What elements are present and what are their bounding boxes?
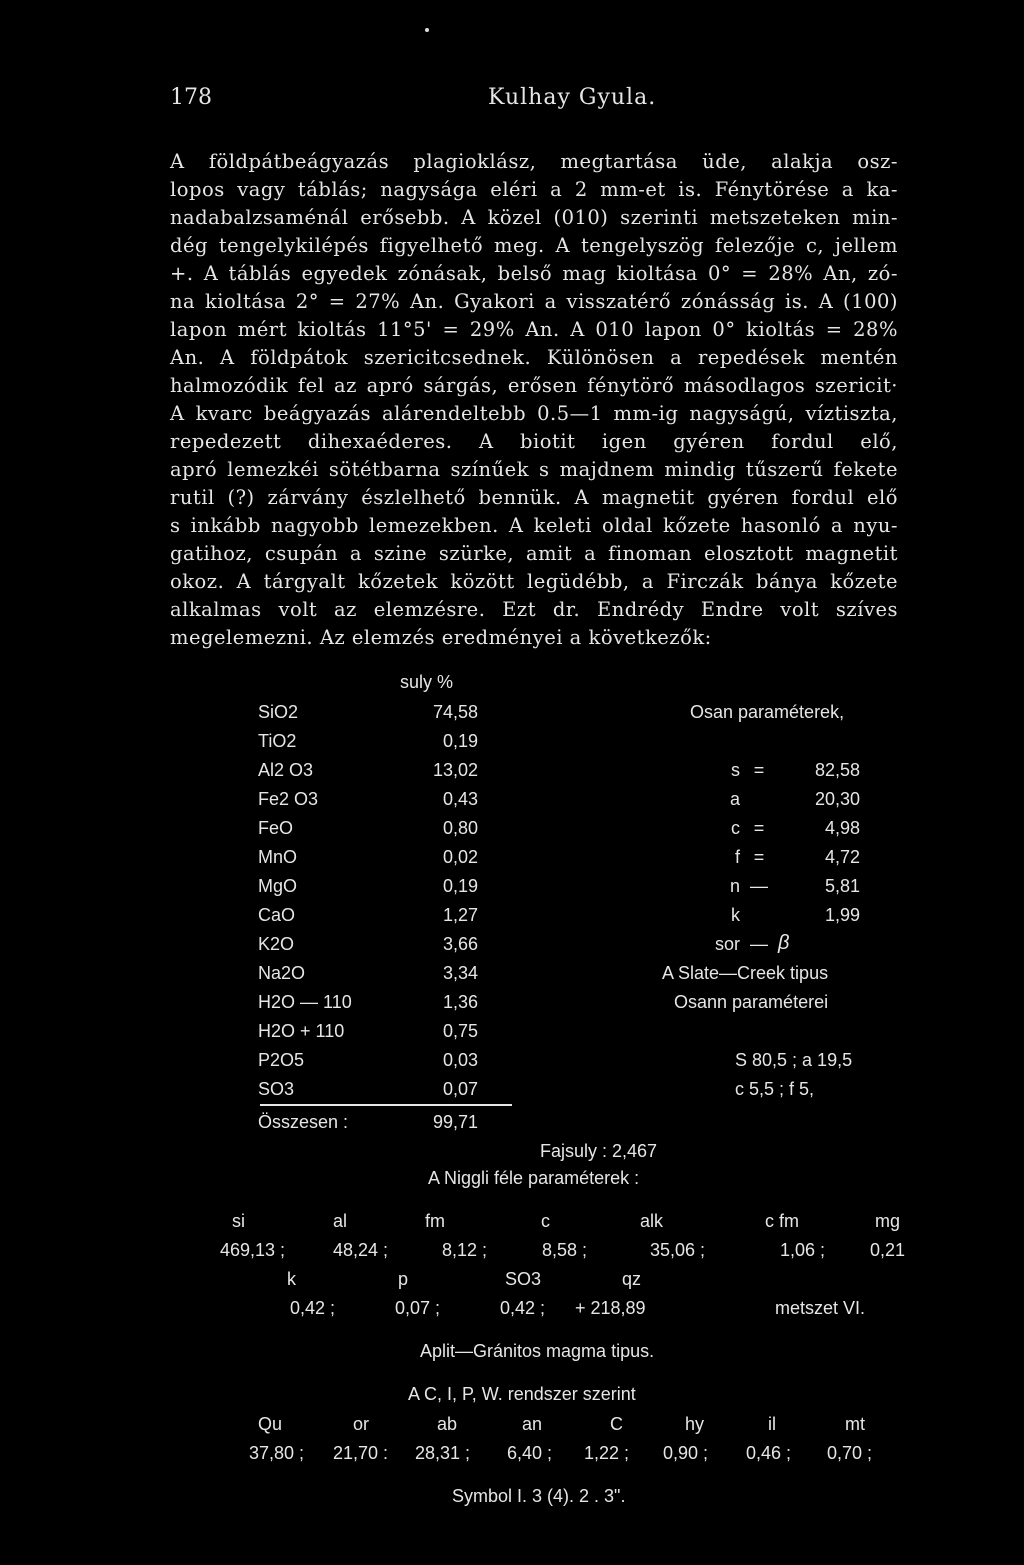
niggli-value: 35,06 ; xyxy=(649,1240,705,1260)
mineral-label: or xyxy=(353,1414,370,1434)
niggli-label: c xyxy=(541,1211,550,1231)
total-label: Összesen : xyxy=(258,1112,349,1132)
mineral-label: C xyxy=(610,1414,623,1434)
paragraph-line: repedezett dihexaéderes. A biotit igen gyéren fordul elő, xyxy=(170,430,898,453)
oxide-value: 0,43 xyxy=(442,789,478,809)
oxide-label: Na2O xyxy=(258,963,306,983)
oxide-label: SiO2 xyxy=(258,702,299,722)
paragraph-line: lapon mért kioltás 11°5' = 29% An. A 010 lapon 0° kioltás = 28% xyxy=(170,318,898,341)
paragraph-line: +. A táblás egyedek zónásak, belső mag kioltása 0° = 28% An, zó- xyxy=(170,262,898,285)
paragraph-line: na kioltása 2° = 27% An. Gyakori a visszatérő zónásság is. A (100) xyxy=(170,290,898,313)
param-operator: = xyxy=(753,847,765,867)
acipw-title: A C, I, P, W. rendszer szerint xyxy=(408,1384,636,1404)
rock-type-line1: A Slate—Creek tipus xyxy=(662,963,829,983)
paragraph-line: okoz. A tárgyalt kőzetek között legüdébb, a Firczák bánya kőzete xyxy=(170,570,898,593)
niggli-value: 0,21 xyxy=(869,1240,905,1260)
paragraph-line: megelemezni. Az elemzés eredményei a következők: xyxy=(170,626,712,649)
total-value: 99,71 xyxy=(432,1112,478,1132)
oxide-label: P2O5 xyxy=(258,1050,305,1070)
mineral-label: ab xyxy=(437,1414,458,1434)
mineral-value: 28,31 ; xyxy=(415,1443,471,1463)
param-operator: = xyxy=(753,760,765,780)
paragraph-line: A földpátbeágyazás plagioklász, megtartása üde, alakja osz- xyxy=(170,150,898,173)
paragraph-line: gatihoz, csupán a szine szürke, amit a finoman elosztott magnetit xyxy=(170,542,898,565)
param-value: 5,81 xyxy=(824,876,860,896)
oxide-label: MgO xyxy=(258,876,298,896)
paragraph-line: An. A földpátok szericitcsednek. Különösen a repedések mentén xyxy=(170,346,898,369)
mineral-label: an xyxy=(522,1414,543,1434)
paragraph-line: nadabalzsaménál erősebb. A közel (010) szerinti metszeteken min- xyxy=(170,206,898,229)
density: Fajsuly : 2,467 xyxy=(540,1141,658,1161)
running-title: Kulhay Gyula. xyxy=(488,85,657,110)
paragraph-line: lopos vagy táblás; nagysága eléri a 2 mm-et is. Fénytörése a ka- xyxy=(170,178,898,201)
oxide-label: H2O — 110 xyxy=(258,992,352,1012)
oxide-value: 1,36 xyxy=(442,992,478,1012)
param-symbol: n xyxy=(729,876,740,896)
param-operator: — xyxy=(750,934,768,954)
niggli-label: al xyxy=(333,1211,348,1231)
osann-summary-1: S 80,5 ; a 19,5 xyxy=(735,1050,853,1070)
unit-header: suly % xyxy=(400,672,454,692)
niggli-label: p xyxy=(398,1269,409,1289)
oxide-value: 3,34 xyxy=(442,963,478,983)
paragraph-line: halmozódik fel az apró sárgás, erősen fénytörő másodlagos szericit· xyxy=(170,374,898,397)
niggli-value: 8,58 ; xyxy=(541,1240,587,1260)
param-symbol: a xyxy=(729,789,740,809)
param-symbol: c xyxy=(731,818,740,838)
magma-type: Aplit—Gránitos magma tipus. xyxy=(420,1341,655,1361)
niggli-value: 8,12 ; xyxy=(441,1240,487,1260)
param-value: β xyxy=(778,932,790,954)
oxide-value: 0,19 xyxy=(442,876,478,896)
paragraph-line: alkalmas volt az elemzésre. Ezt dr. Endrédy Endre volt szíves xyxy=(170,598,898,621)
niggli-value: 469,13 ; xyxy=(219,1240,285,1260)
oxide-label: MnO xyxy=(258,847,298,867)
niggli-title: A Niggli féle paraméterek : xyxy=(428,1168,640,1188)
param-value: 20,30 xyxy=(814,789,860,809)
paragraph-line: apró lemezkéi sötétbarna színűek s majdnem mindig tűszerű fekete xyxy=(170,458,898,481)
niggli-value: 1,06 ; xyxy=(779,1240,825,1260)
niggli-value: 0,42 ; xyxy=(499,1298,545,1318)
rock-type-line2: Osann paraméterei xyxy=(674,992,829,1012)
oxide-value: 3,66 xyxy=(442,934,478,954)
niggli-label: c fm xyxy=(765,1211,799,1231)
osann-title: Osan paraméterek, xyxy=(690,702,845,722)
oxide-value: 0,07 xyxy=(442,1079,478,1099)
param-value: 4,98 xyxy=(824,818,860,838)
param-operator: — xyxy=(750,876,768,896)
oxide-value: 0,75 xyxy=(442,1021,478,1041)
oxide-label: CaO xyxy=(258,905,296,925)
page-number: 178 xyxy=(170,85,212,110)
oxide-value: 13,02 xyxy=(432,760,478,780)
niggli-label: si xyxy=(232,1211,245,1231)
oxide-value: 74,58 xyxy=(432,702,478,722)
niggli-value: metszet VI. xyxy=(775,1298,866,1318)
oxide-label: TiO2 xyxy=(258,731,297,751)
niggli-label: qz xyxy=(622,1269,642,1289)
mineral-label: hy xyxy=(685,1414,705,1434)
oxide-label: Fe2 O3 xyxy=(258,789,319,809)
mineral-value: 6,40 ; xyxy=(507,1443,553,1463)
niggli-value: + 218,89 xyxy=(575,1298,646,1318)
mineral-value: 1,22 ; xyxy=(584,1443,630,1463)
niggli-value: 0,42 ; xyxy=(289,1298,335,1318)
mineral-label: mt xyxy=(845,1414,865,1434)
param-value: 4,72 xyxy=(824,847,860,867)
mineral-value: 21,70 : xyxy=(333,1443,389,1463)
symbol-line: Symbol I. 3 (4). 2 . 3". xyxy=(452,1486,626,1506)
total-rule xyxy=(260,1104,512,1106)
niggli-label: fm xyxy=(425,1211,445,1231)
niggli-label: alk xyxy=(640,1211,664,1231)
oxide-label: Al2 O3 xyxy=(258,760,314,780)
oxide-value: 0,03 xyxy=(442,1050,478,1070)
param-symbol: s xyxy=(731,760,740,780)
oxide-value: 0,02 xyxy=(442,847,478,867)
oxide-value: 0,80 xyxy=(442,818,478,838)
mineral-value: 0,90 ; xyxy=(663,1443,709,1463)
osann-summary-2: c 5,5 ; f 5, xyxy=(735,1079,815,1099)
oxide-value: 1,27 xyxy=(442,905,478,925)
scan-speck xyxy=(425,28,429,32)
paragraph-line: A kvarc beágyazás alárendeltebb 0.5—1 mm-ig nagyságú, víztiszta, xyxy=(170,402,898,425)
mineral-label: Qu xyxy=(258,1414,283,1434)
param-symbol: k xyxy=(731,905,740,925)
mineral-value: 37,80 ; xyxy=(249,1443,305,1463)
niggli-value: 0,07 ; xyxy=(394,1298,440,1318)
oxide-label: FeO xyxy=(258,818,294,838)
param-operator: = xyxy=(753,818,765,838)
oxide-label: K2O xyxy=(258,934,295,954)
paragraph-line: s inkább nagyobb lemezekben. A keleti oldal kőzete hasonló a nyu- xyxy=(170,514,898,537)
paragraph-line: rutil (?) zárvány észlelhető bennük. A magnetit gyéren fordul elő xyxy=(170,486,898,509)
mineral-value: 0,46 ; xyxy=(746,1443,792,1463)
oxide-label: H2O + 110 xyxy=(258,1021,345,1041)
niggli-value: 48,24 ; xyxy=(332,1240,388,1260)
oxide-label: SO3 xyxy=(258,1079,295,1099)
param-value: 82,58 xyxy=(814,760,860,780)
mineral-label: il xyxy=(768,1414,776,1434)
mineral-value: 0,70 ; xyxy=(827,1443,873,1463)
param-symbol: f xyxy=(734,847,740,867)
param-value: 1,99 xyxy=(824,905,860,925)
paragraph-line: dég tengelykilépés figyelhető meg. A tengelyszög felezője c, jellem xyxy=(170,234,898,257)
niggli-label: SO3 xyxy=(505,1269,542,1289)
param-symbol: sor xyxy=(714,934,740,954)
niggli-label: mg xyxy=(875,1211,901,1231)
niggli-label: k xyxy=(287,1269,296,1289)
oxide-value: 0,19 xyxy=(442,731,478,751)
